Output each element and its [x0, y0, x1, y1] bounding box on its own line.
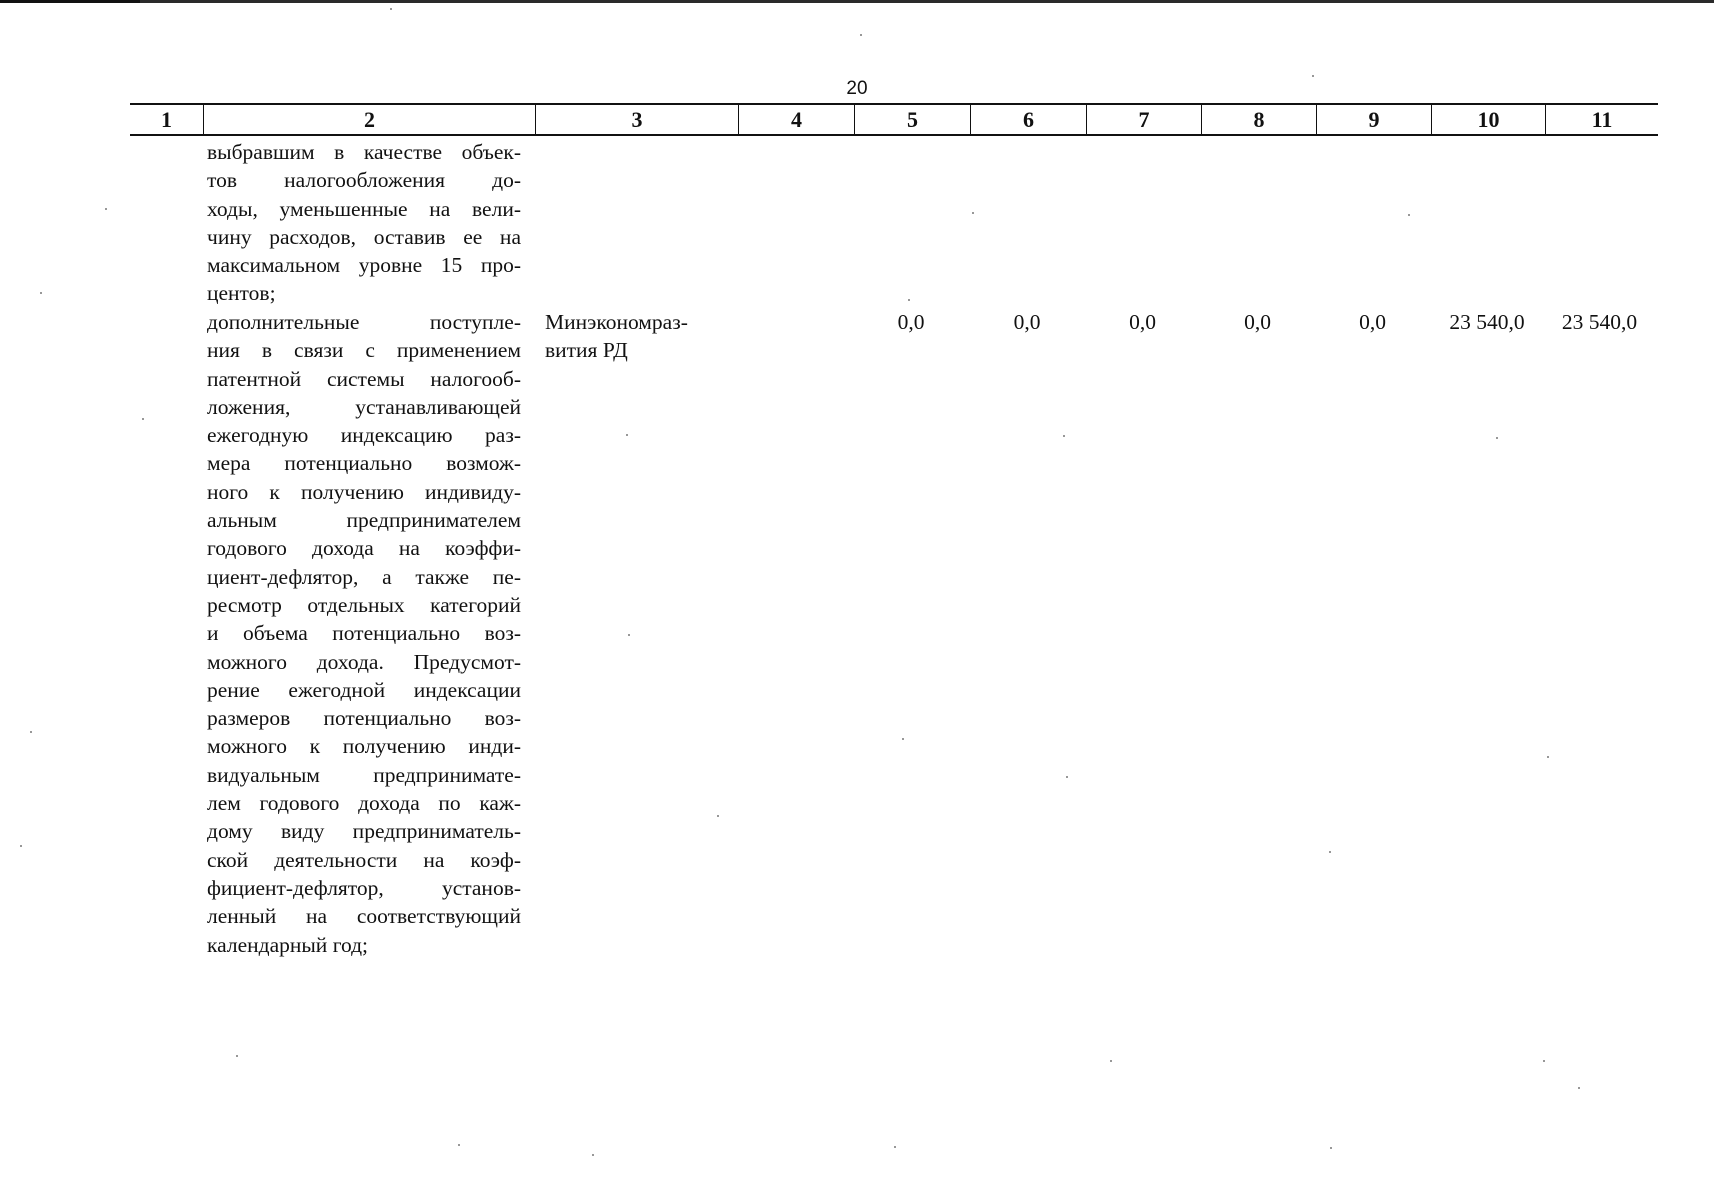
text-line: тов налогообложения до-	[207, 168, 521, 193]
value-col-9: 0,0	[1359, 310, 1386, 334]
scan-top-edge-dark	[0, 0, 140, 3]
scan-speck	[1543, 1060, 1545, 1062]
scan-speck	[1408, 214, 1410, 216]
scan-speck	[1312, 75, 1314, 77]
scan-speck	[390, 8, 392, 10]
scan-speck	[1063, 435, 1065, 437]
page-number: 20	[846, 78, 868, 99]
text-line: циент-дефлятор, а также пе-	[207, 564, 521, 589]
value-col-5: 0,0	[897, 310, 925, 334]
column-header-2: 2	[203, 105, 535, 134]
column-header-7: 7	[1086, 105, 1201, 134]
scan-speck	[105, 208, 107, 210]
scan-speck	[860, 34, 862, 36]
text-line: можного к получению инди-	[207, 734, 521, 759]
scan-speck	[1330, 1147, 1332, 1149]
text-line: Минэкономраз-	[545, 310, 688, 334]
text-line: ресмотр отдельных категорий	[207, 592, 521, 617]
text-line: ложения, устанавливающей	[207, 394, 521, 419]
column-header-8: 8	[1201, 105, 1316, 134]
scan-speck	[626, 434, 628, 436]
text-line: мера потенциально возмож-	[207, 451, 521, 476]
value-col-11: 23 540,0	[1561, 310, 1638, 334]
scan-speck	[1066, 776, 1068, 778]
scan-speck	[717, 815, 719, 817]
text-line: патентной системы налогооб-	[207, 366, 521, 391]
text-line: центов;	[207, 281, 276, 306]
scan-speck	[592, 1154, 594, 1156]
measure-description	[207, 308, 521, 959]
text-line: ходы, уменьшенные на вели-	[207, 196, 521, 221]
scan-speck	[458, 1144, 460, 1146]
scan-speck	[628, 634, 630, 636]
text-line: альным предпринимателем	[207, 508, 521, 533]
value-col-6: 0,0	[1013, 310, 1041, 334]
table-header-row	[130, 103, 1658, 136]
text-line: чину расходов, оставив ее на	[207, 224, 521, 249]
scan-speck	[236, 1055, 238, 1057]
value-col-7: 0,0	[1129, 310, 1156, 334]
scan-speck	[1329, 851, 1331, 853]
column-header-5: 5	[854, 105, 970, 134]
text-line: выбравшим в качестве объек-	[207, 140, 521, 164]
column-header-6: 6	[970, 105, 1086, 134]
scan-speck	[1547, 756, 1549, 758]
column-header-9: 9	[1316, 105, 1431, 134]
responsible-agency	[545, 308, 735, 365]
text-line: видуальным предпринимате-	[207, 762, 521, 787]
column-header-10: 10	[1431, 105, 1545, 134]
scan-speck	[908, 299, 910, 301]
scan-speck	[902, 738, 904, 740]
scan-speck	[1110, 1060, 1112, 1062]
text-line: фициент-дефлятор, установ-	[207, 875, 521, 900]
text-line: можного дохода. Предусмот-	[207, 649, 521, 674]
text-line: ленный на соответствующий	[207, 904, 521, 929]
scan-top-edge	[0, 0, 1714, 3]
scan-speck	[40, 292, 42, 294]
text-line: ного к получению индивиду-	[207, 479, 521, 504]
text-line: ния в связи с применением	[207, 338, 521, 363]
value-col-8: 0,0	[1244, 310, 1271, 334]
scan-speck	[894, 1146, 896, 1148]
text-line: ской деятельности на коэф-	[207, 847, 521, 872]
column-header-1: 1	[161, 107, 172, 132]
text-line: дополнительные поступле-	[207, 310, 521, 334]
text-line: максимальном уровне 15 про-	[207, 253, 521, 278]
column-header-11: 11	[1545, 105, 1658, 134]
text-line: размеров потенциально воз-	[207, 706, 521, 731]
scan-speck	[1578, 1087, 1580, 1089]
value-col-10: 23 540,0	[1449, 310, 1525, 334]
text-line: ежегодную индексацию раз-	[207, 423, 521, 448]
scan-speck	[142, 418, 144, 420]
continued-description	[207, 138, 521, 308]
text-line: рение ежегодной индексации	[207, 677, 521, 702]
text-line: календарный год;	[207, 932, 369, 957]
column-header-4: 4	[738, 105, 854, 134]
scan-speck	[30, 731, 32, 733]
column-header-3: 3	[535, 105, 738, 134]
scan-speck	[972, 212, 974, 214]
text-line: дому виду предприниматель-	[207, 819, 521, 844]
text-line: годового дохода на коэффи-	[207, 536, 521, 561]
scan-speck	[1496, 437, 1498, 439]
text-line: лем годового дохода по каж-	[207, 791, 521, 816]
text-line: и объема потенциально воз-	[207, 621, 521, 646]
text-line: вития РД	[545, 338, 628, 363]
scan-speck	[20, 845, 22, 847]
